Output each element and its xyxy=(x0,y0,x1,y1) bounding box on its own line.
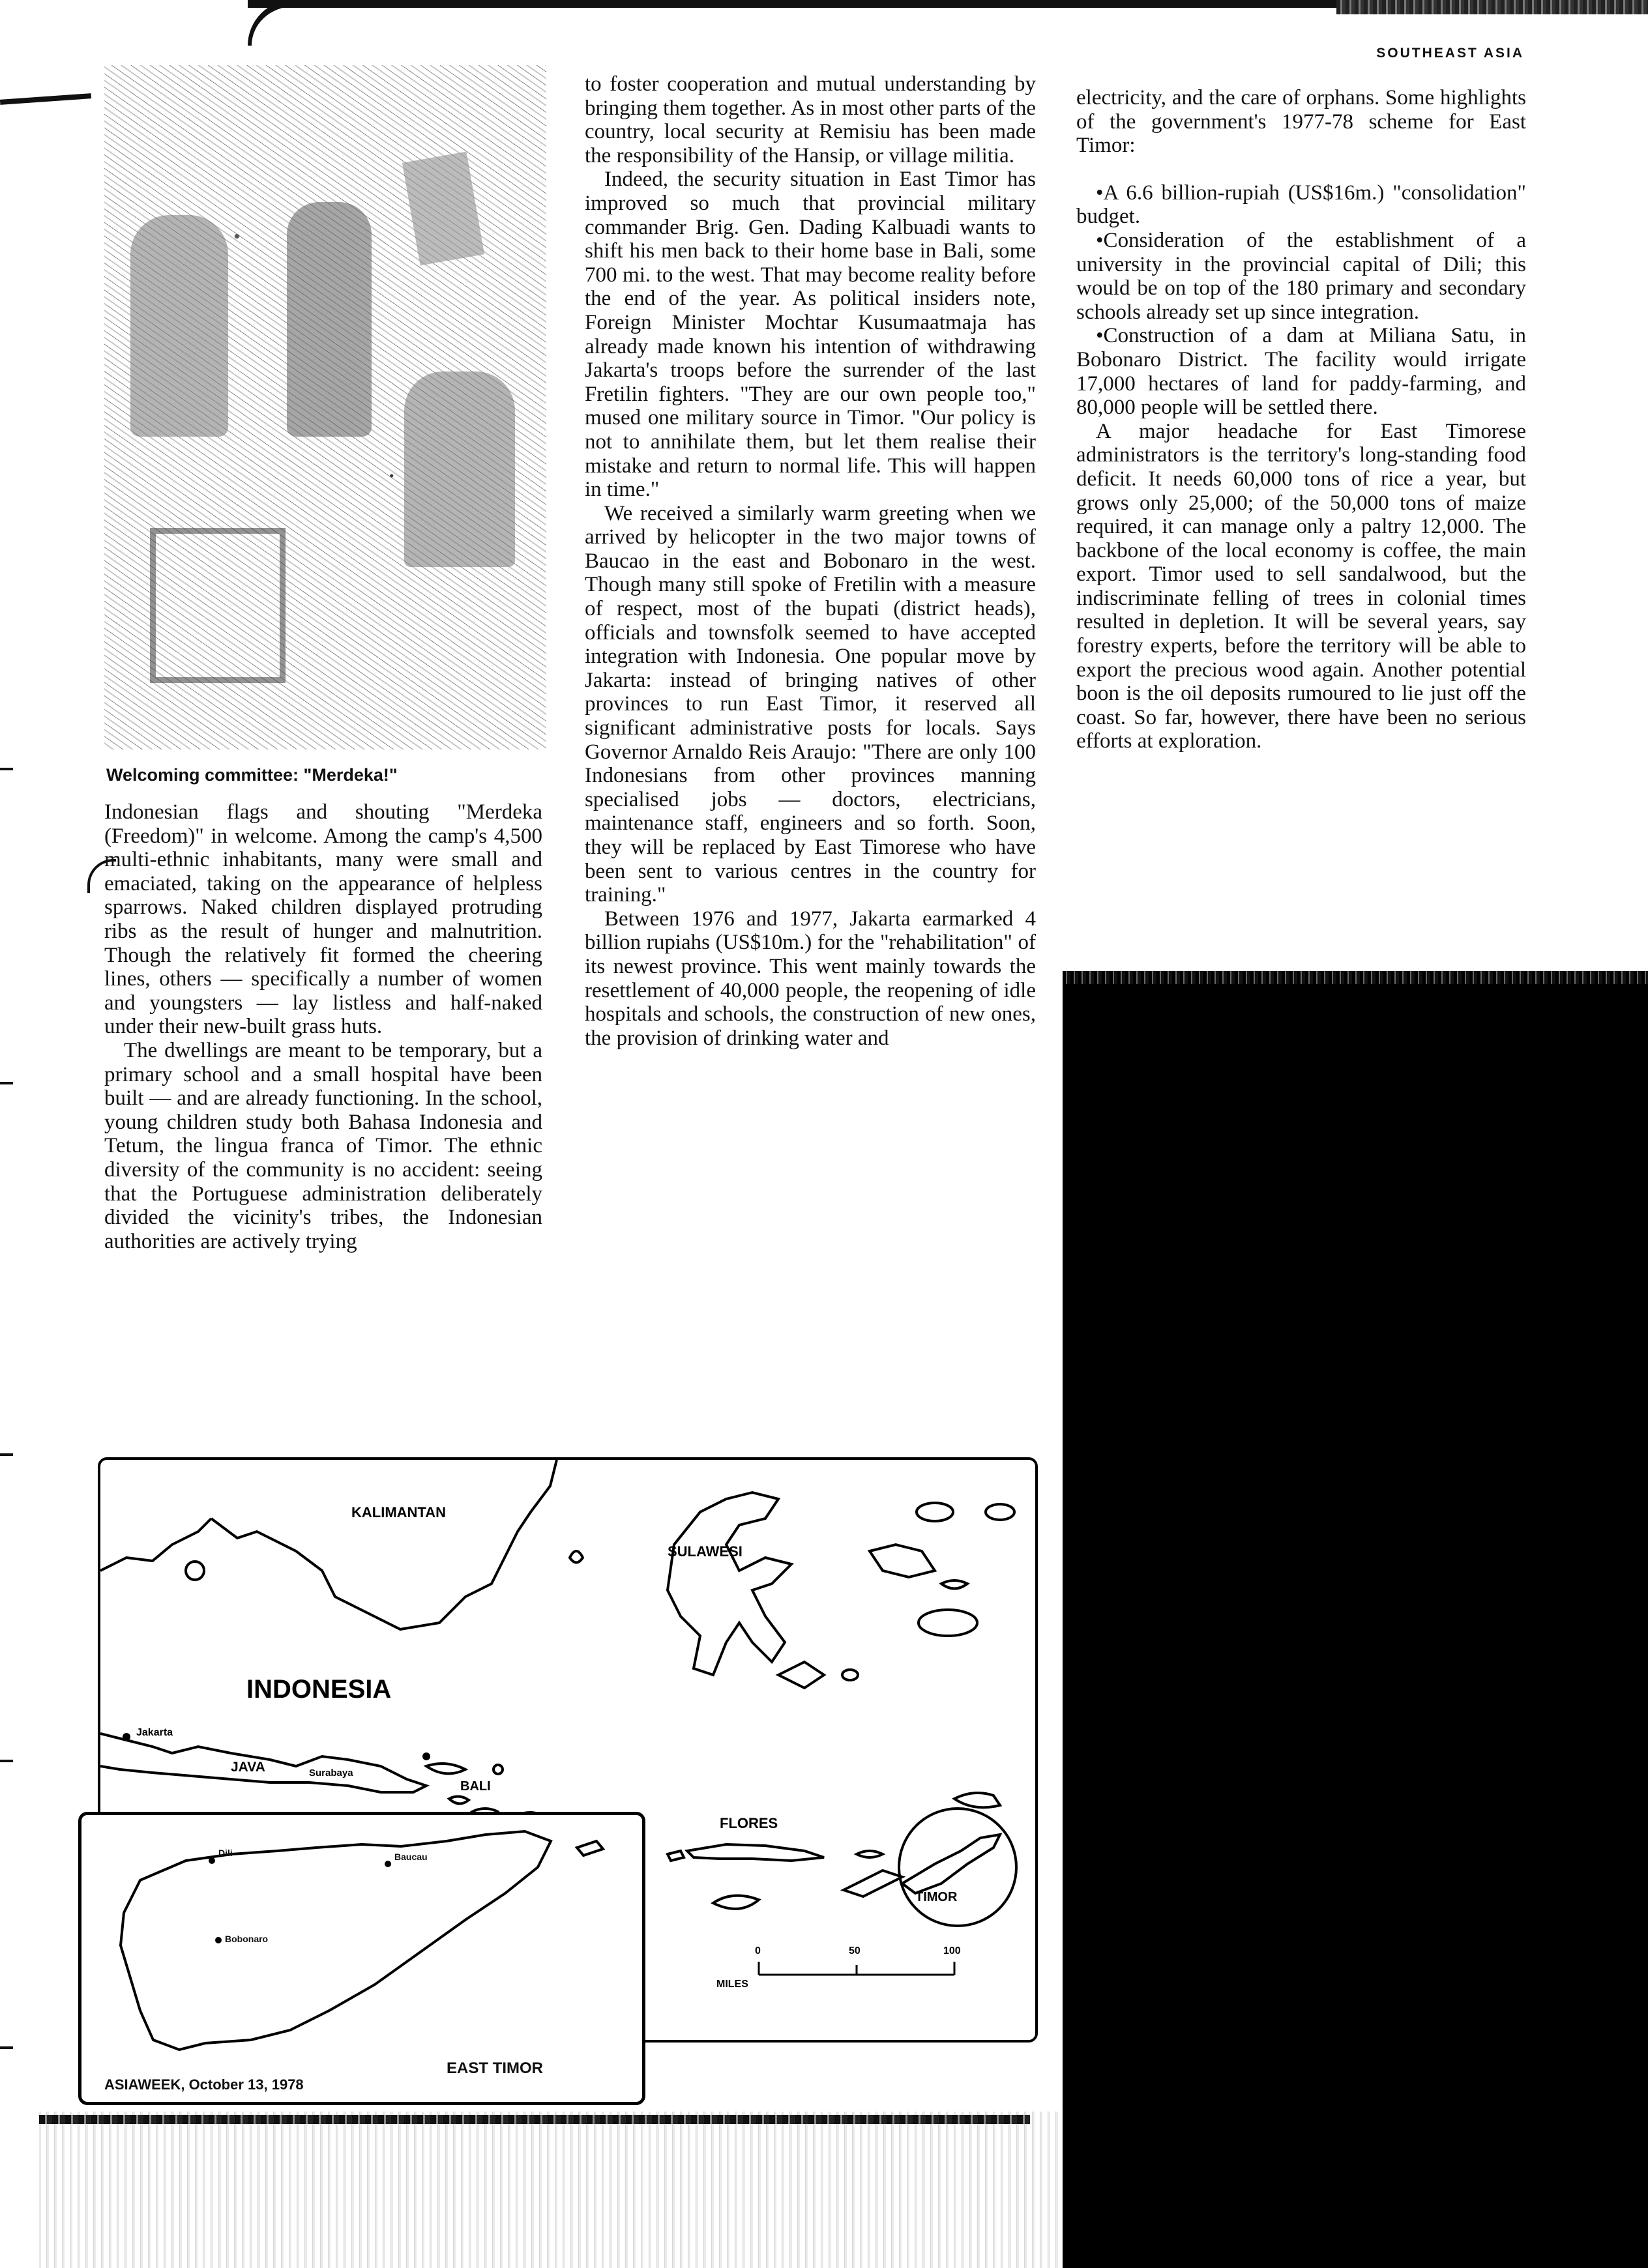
margin-tick xyxy=(0,2046,13,2049)
map-label-flores: FLORES xyxy=(720,1815,778,1831)
map-label-bali: BALI xyxy=(460,1779,491,1794)
paragraph: A major headache for East Timorese administrators is the territory's long-standing food deficit. It needs 60,000 tons of rice a year, but grows only 25,000; of the 50,000 tons of maize required, it can manage only a paltry 12,000. The backbone of the local economy is coffee, the main export. Timor used to sell sandalwood, but the indiscriminate felling of trees in colonial times resulted in depletion. It will be several years, say forestry experts, before the territory will be able to export the precious wood again. Another potential boon is the oil deposits rumoured to lie just off the coast. So far, however, there have been no serious efforts at exploration. xyxy=(1076,419,1526,753)
redacted-scan-area xyxy=(1063,971,1648,2268)
map-label-timor: TIMOR xyxy=(915,1890,958,1904)
scan-edge-noise xyxy=(1063,971,1648,984)
section-header: SOUTHEAST ASIA xyxy=(1376,46,1524,61)
margin-tick xyxy=(0,1453,13,1456)
paragraph: electricity, and the care of orphans. Some highlights of the government's 1977-78 scheme for East Timor: xyxy=(1076,86,1526,158)
inset-title: EAST TIMOR xyxy=(447,2059,543,2077)
map-label-surabaya: Surabaya xyxy=(309,1767,353,1779)
east-timor-inset-map xyxy=(78,1812,645,2105)
inset-town-dili: Dili xyxy=(218,1848,233,1858)
margin-tick xyxy=(0,768,13,770)
inset-town-baucau: Baucau xyxy=(394,1852,428,1862)
map-label-java: JAVA xyxy=(231,1760,265,1775)
article-column-3 xyxy=(1076,86,1526,753)
photo-structure xyxy=(150,528,286,683)
photo-flag xyxy=(402,152,484,266)
bullet-item: •Consideration of the establishment of a university in the provincial capital of Dili; this would be on top of the 180 primary and secondary schools already set up since integration. xyxy=(1076,228,1526,324)
photo-figure xyxy=(287,202,372,437)
paragraph: Indonesian flags and shouting "Merdeka (Freedom)" in welcome. Among the camp's 4,500 multi-ethnic inhabitants, many were small and emaciated, taking on the appearance of helpless sparrows. Naked children displayed protruding ribs as the result of hunger and malnutrition. Though the relatively fit formed the cheering lines, others — specifically a number of women and youngsters — lay listless and half-naked under their new-built grass huts. xyxy=(104,800,542,1039)
scan-edge-bottom xyxy=(39,2115,1030,2124)
news-photo xyxy=(104,65,546,749)
publication-footer: ASIAWEEK, October 13, 1978 xyxy=(104,2076,304,2093)
article-column-1 xyxy=(104,800,542,1253)
paragraph: Between 1976 and 1977, Jakarta earmarked 4 billion rupiahs (US$10m.) for the "rehabilitation" of its newest province. This went mainly towards the resettlement of 40,000 people, the reopening of idle hospitals and schools, the construction of new ones, the provision of drinking water and xyxy=(585,907,1036,1050)
map-label-kalimantan: KALIMANTAN xyxy=(351,1504,447,1520)
paragraph: Indeed, the security situation in East Timor has improved so much that provincial military commander Brig. Gen. Dading Kalbuadi wants to shift his men back to their home base in Bali, some 700 mi. to the west. That may become reality before the end of the year. As political insiders note, Foreign Minister Mochtar Kusumaatmaja has already made known his intention of withdrawing Jakarta's troops before the surrender of the last Fretilin fighters. "They are our own people too," mused one military source in Timor. "Our policy is not to annihilate them, but let them realise their mistake and return to normal life. This will happen in time." xyxy=(585,167,1036,502)
article-column-2 xyxy=(585,72,1036,1050)
bullet-item: •A 6.6 billion-rupiah (US$16m.) "consolidation" budget. xyxy=(1076,181,1526,229)
paragraph: to foster cooperation and mutual understanding by bringing them together. As in most other parts of the country, local security at Remisiu has been made the responsibility of the Hansip, or village militia. xyxy=(585,72,1036,167)
photo-figure xyxy=(404,371,515,567)
inset-outline xyxy=(81,1815,642,2102)
scale-tick: 100 xyxy=(943,1945,961,1956)
paragraph: We received a similarly warm greeting when we arrived by helicopter in the two major towns of Baucao in the east and Bobonaro in the west. Though many still spoke of Fretilin with a measure of respect, most of the bupati (district heads), officials and townsfolk seemed to have accepted integration with Indonesia. One popular move by Jakarta: instead of bringing natives of other provinces to run East Timor, it reserved all significant administrative posts for locals. Says Governor Arnaldo Reis Araujo: "There are only 100 Indonesians from other provinces manning specialised jobs — doctors, electricians, maintenance staff, engineers and so forth. Soon, they will be replaced by East Timorese who have been sent to various centres in the country for training." xyxy=(585,501,1036,907)
scale-tick: 50 xyxy=(849,1945,861,1956)
map-label-sulawesi: SULAWESI xyxy=(668,1543,743,1560)
scan-edge-noise xyxy=(1336,0,1648,14)
map-label-jakarta: Jakarta xyxy=(136,1727,173,1738)
scale-unit: MILES xyxy=(716,1979,748,1990)
paragraph: The dwellings are meant to be temporary, but a primary school and a small hospital have been built — and are already functioning. In the school, young children study both Bahasa Indonesia and Tetum, the lingua franca of Timor. The ethnic diversity of the community is no accident: seeing that the Portuguese administration deliberately divided the vicinity's tribes, the Indonesian authorities are actively trying xyxy=(104,1038,542,1253)
margin-tick xyxy=(0,1760,13,1762)
map-title: INDONESIA xyxy=(246,1675,392,1704)
photo-figure xyxy=(130,215,228,437)
margin-tick xyxy=(0,1082,13,1084)
scan-mark-left xyxy=(0,93,91,105)
scale-tick: 0 xyxy=(755,1945,761,1956)
inset-town-bobonaro: Bobonaro xyxy=(225,1934,269,1944)
bullet-item: •Construction of a dam at Miliana Satu, in Bobonaro District. The facility would irrigate 17,000 hectares of land for paddy-farming, and 80,000 people will be settled there. xyxy=(1076,324,1526,420)
scan-noise-bottom xyxy=(39,2112,1063,2268)
photo-caption: Welcoming committee: "Merdeka!" xyxy=(106,765,398,785)
